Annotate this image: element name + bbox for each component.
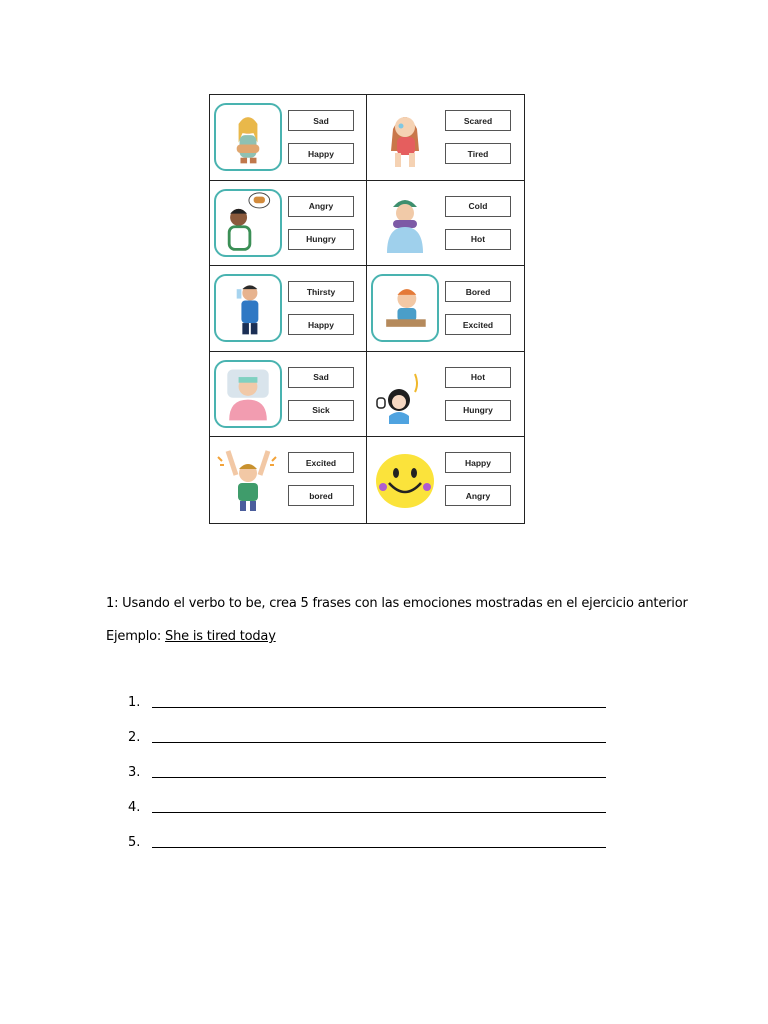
cold-person-illustration: [371, 189, 439, 257]
cell-r5-right: [367, 437, 524, 523]
option-sick[interactable]: Sick: [288, 400, 354, 421]
excited-boy-illustration: [214, 445, 282, 513]
answer-blank-line[interactable]: [152, 695, 606, 708]
option-angry[interactable]: Angry: [445, 485, 511, 506]
option-bored[interactable]: Bored: [445, 281, 511, 302]
option-tired[interactable]: Tired: [445, 143, 511, 164]
answer-item: [128, 730, 606, 765]
cell-r1-right: [367, 95, 524, 181]
answer-item: [128, 765, 606, 800]
answer-item: [128, 835, 606, 870]
option-angry[interactable]: Angry: [288, 196, 354, 217]
answer-item: [128, 695, 606, 730]
option-cold[interactable]: Cold: [445, 196, 511, 217]
answer-number: 4.: [128, 800, 141, 815]
option-happy[interactable]: Happy: [288, 143, 354, 164]
hot-girl-illustration: [371, 360, 439, 428]
answer-number: 3.: [128, 765, 141, 780]
option-bored[interactable]: bored: [288, 485, 354, 506]
option-hungry[interactable]: Hungry: [288, 229, 354, 250]
cell-r3-right: [367, 266, 524, 352]
answer-number: 2.: [128, 730, 141, 745]
option-scared[interactable]: Scared: [445, 110, 511, 131]
exercise-instruction: 1: Usando el verbo to be, crea 5 frases con las emociones mostradas en el ejercicio anterior: [106, 596, 688, 611]
cell-r1-left: [210, 95, 367, 181]
answer-list: [128, 695, 606, 870]
example-line: [106, 629, 276, 644]
cell-r4-left: [210, 352, 367, 438]
scared-girl-illustration: [371, 103, 439, 171]
option-excited[interactable]: Excited: [288, 452, 354, 473]
option-happy[interactable]: Happy: [445, 452, 511, 473]
option-hot[interactable]: Hot: [445, 367, 511, 388]
cell-r5-left: [210, 437, 367, 523]
answer-number: 1.: [128, 695, 141, 710]
sick-person-illustration: [214, 360, 282, 428]
hungry-boy-illustration: [214, 189, 282, 257]
cell-r2-right: [367, 181, 524, 267]
answer-item: [128, 800, 606, 835]
option-thirsty[interactable]: Thirsty: [288, 281, 354, 302]
option-sad[interactable]: Sad: [288, 110, 354, 131]
cell-r4-right: [367, 352, 524, 438]
option-hungry[interactable]: Hungry: [445, 400, 511, 421]
answer-blank-line[interactable]: [152, 730, 606, 743]
option-hot[interactable]: Hot: [445, 229, 511, 250]
example-label: Ejemplo:: [106, 629, 162, 644]
answer-blank-line[interactable]: [152, 800, 606, 813]
answer-blank-line[interactable]: [152, 835, 606, 848]
option-excited[interactable]: Excited: [445, 314, 511, 335]
example-sentence: She is tired today: [165, 629, 276, 644]
answer-number: 5.: [128, 835, 141, 850]
emotions-worksheet-table: [209, 94, 525, 524]
cell-r3-left: [210, 266, 367, 352]
bored-boy-illustration: [371, 274, 439, 342]
answer-blank-line[interactable]: [152, 765, 606, 778]
sad-girl-illustration: [214, 103, 282, 171]
option-happy[interactable]: Happy: [288, 314, 354, 335]
option-sad[interactable]: Sad: [288, 367, 354, 388]
cell-r2-left: [210, 181, 367, 267]
thirsty-man-illustration: [214, 274, 282, 342]
smiley-face-illustration: [371, 445, 439, 513]
